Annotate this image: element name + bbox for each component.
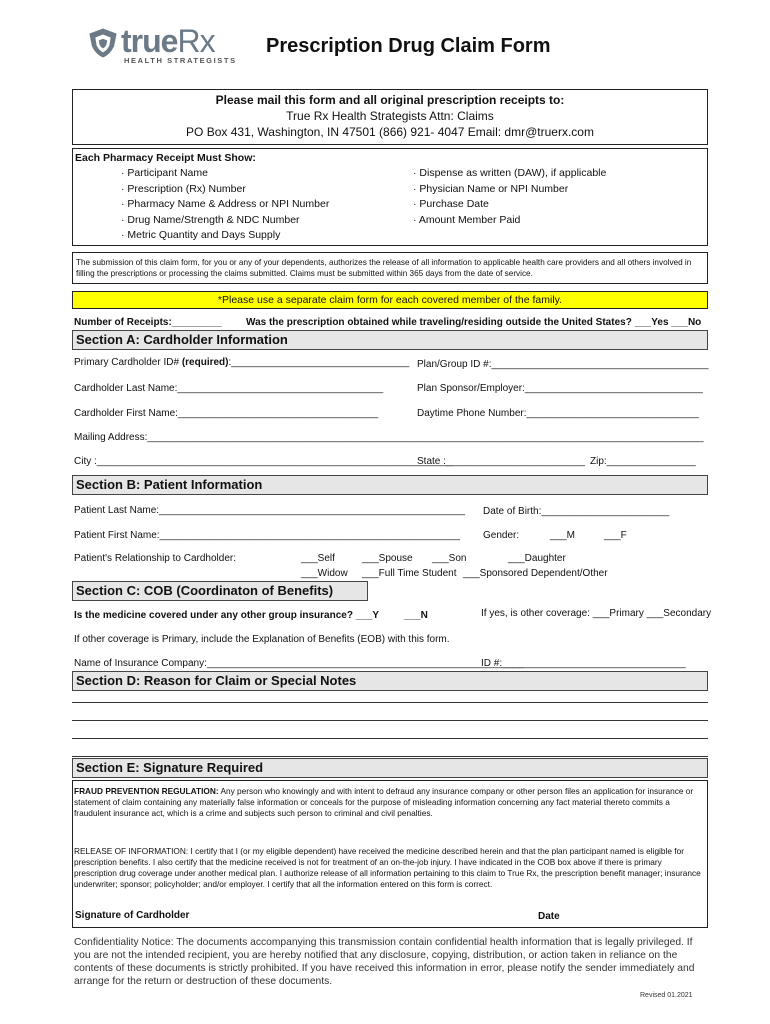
cardholder-first-name-field[interactable]: Cardholder First Name:____________________________________ xyxy=(74,408,379,419)
plan-sponsor-field[interactable]: Plan Sponsor/Employer:________________________________ xyxy=(417,383,703,394)
list-item: · Physician Name or NPI Number xyxy=(413,182,569,195)
mailing-address: PO Box 431, Washington, IN 47501 (866) 921- 4047 Email: dmr@truerx.com xyxy=(186,125,594,139)
insurance-company-field[interactable]: Name of Insurance Company:_________________________________________________________ xyxy=(74,658,524,669)
receipt-heading: Each Pharmacy Receipt Must Show: xyxy=(75,152,256,164)
logo-wordmark: trueRx xyxy=(121,23,215,59)
receipt-list-right xyxy=(413,166,606,228)
travel-question[interactable]: Was the prescription obtained while traveling/residing outside the United States? ___Yes ___No xyxy=(246,317,702,328)
section-b-header: Section B: Patient Information xyxy=(72,475,708,495)
cardholder-id-line: :________________________________ xyxy=(228,357,410,368)
logo-tagline: HEALTH STRATEGISTS xyxy=(124,56,237,65)
relationship-self-option[interactable]: ___Self xyxy=(301,553,335,564)
section-c-header: Section C: COB (Coordinaton of Benefits) xyxy=(72,581,368,601)
section-d-header: Section D: Reason for Claim or Special Notes xyxy=(72,671,708,691)
cardholder-id-field[interactable] xyxy=(74,357,409,368)
relationship-daughter-option[interactable]: ___Daughter xyxy=(508,553,566,564)
mailing-address-field[interactable]: Mailing Address:____________________________________________________________________________________________________ xyxy=(74,432,704,443)
relationship-widow-option[interactable]: ___Widow xyxy=(301,568,348,579)
number-of-receipts-field[interactable]: Number of Receipts:_________ xyxy=(74,317,222,328)
list-item: · Drug Name/Strength & NDC Number xyxy=(121,213,300,226)
city-field[interactable]: City :________________________________________________________________ xyxy=(74,456,453,467)
coverage-type-options[interactable]: If yes, is other coverage: ___Primary ___Secondary xyxy=(481,608,712,619)
mailing-heading: Please mail this form and all original prescription receipts to: xyxy=(215,93,565,107)
gender-female-option[interactable]: ___F xyxy=(604,530,627,541)
other-insurance-no-option[interactable]: ___N xyxy=(404,610,428,621)
patient-last-name-field[interactable]: Patient Last Name:_______________________________________________________ xyxy=(74,505,465,516)
required-marker: (required) xyxy=(181,357,229,368)
submission-authorization: The submission of this claim form, for you or any of your dependents, authorizes the release of all information to applicable health care providers and all others involved in filling the prescriptions or processing the claims submitted. Claims must be submitted within 365 days from the date of service. xyxy=(72,252,708,284)
receipt-list-left xyxy=(121,166,329,244)
relationship-sponsored-option[interactable]: ___Sponsored Dependent/Other xyxy=(463,568,608,579)
fraud-body: Any person who knowingly and with intent to defraud any insurance company or other person files an application for insurance or statement of claim containing any materially false information or conceals for the purpose of misleading information concerning any fact material thereto commits a fraudulent insurance act, which is a crime and subjects such person to criminal and civil penalties. xyxy=(74,786,694,818)
list-item: · Amount Member Paid xyxy=(413,213,521,226)
eob-note: If other coverage is Primary, include the Explanation of Benefits (EOB) with this form. xyxy=(74,634,450,645)
relationship-spouse-option[interactable]: ___Spouse xyxy=(362,553,413,564)
mailing-instructions xyxy=(72,89,708,145)
notes-line[interactable] xyxy=(72,720,708,721)
notes-line[interactable] xyxy=(72,756,708,757)
zip-field[interactable]: Zip:________________ xyxy=(590,456,696,467)
date-of-birth-field[interactable]: Date of Birth:_______________________ xyxy=(483,506,670,517)
other-insurance-yes-option[interactable]: Is the medicine covered under any other group insurance? ___Y xyxy=(74,610,380,621)
list-item: · Pharmacy Name & Address or NPI Number xyxy=(121,198,330,210)
form-title: Prescription Drug Claim Form xyxy=(266,35,551,57)
daytime-phone-field[interactable]: Daytime Phone Number:_______________________________ xyxy=(417,408,699,419)
relationship-student-option[interactable]: ___Full Time Student xyxy=(362,568,457,579)
section-e-header: Section E: Signature Required xyxy=(72,758,708,778)
cardholder-id-label: Primary Cardholder ID# xyxy=(74,357,182,368)
confidentiality-notice: Confidentiality Notice: The documents accompanying this transmission contain confidential health information that is legally privileged. If you are not the intended recipient, you are hereby notified that any disclosure, copying, distribution, or action taken in reliance on the contents of these documents is strictly prohibited. If you have received this information in error, please notify the sender immediately and arrange for the return or destruction of these documents. xyxy=(74,937,695,987)
revision-date: Revised 01.2021 xyxy=(640,992,693,999)
relationship-son-option[interactable]: ___Son xyxy=(432,553,467,564)
plan-group-id-field[interactable]: Plan/Group ID #:_______________________________________ xyxy=(417,359,709,370)
release-of-information-text: RELEASE OF INFORMATION: I certify that I (or my eligible dependent) have received the medicine described herein and that the plan participant named is eligible for prescription benefits. I also certify that the medicine received is not for treatment of an on-the-job injury. I have indicated in the COB box above if there is primary prescription drug coverage under another medical plan. I authorize release of all information pertaining to this claim to True Rx, the prescription benefit manager; insurance underwriter; sponsor; policyholder; and/or employer. I certify that all the information entered on this form is correct. xyxy=(74,846,701,889)
date-field[interactable]: Date xyxy=(538,911,560,922)
notes-line[interactable] xyxy=(72,738,708,739)
fraud-regulation-text xyxy=(74,786,706,819)
state-field[interactable]: State :_________________________ xyxy=(417,456,585,467)
signature-field[interactable]: Signature of Cardholder xyxy=(75,910,190,921)
list-item: · Purchase Date xyxy=(413,198,489,210)
fraud-heading: FRAUD PREVENTION REGULATION: xyxy=(74,786,219,796)
truerx-shield-logo-icon xyxy=(86,26,120,60)
gender-male-option[interactable]: ___M xyxy=(550,530,576,541)
list-item: · Dispense as written (DAW), if applicable xyxy=(413,167,607,179)
list-item: · Prescription (Rx) Number xyxy=(121,182,246,195)
list-item: · Metric Quantity and Days Supply xyxy=(121,229,281,241)
cardholder-last-name-field[interactable]: Cardholder Last Name:_____________________________________ xyxy=(74,383,384,394)
gender-label: Gender: xyxy=(483,530,520,541)
relationship-label: Patient's Relationship to Cardholder: xyxy=(74,553,237,564)
list-item: · Participant Name xyxy=(121,167,208,179)
mailing-attn: True Rx Health Strategists Attn: Claims xyxy=(286,109,494,123)
insurance-id-field[interactable]: ID #:_________________________________ xyxy=(481,658,686,669)
section-a-header: Section A: Cardholder Information xyxy=(72,330,708,350)
separate-form-notice: *Please use a separate claim form for each covered member of the family. xyxy=(72,291,708,309)
patient-first-name-field[interactable]: Patient First Name:______________________________________________________ xyxy=(74,530,460,541)
receipt-requirements xyxy=(72,148,708,246)
notes-line[interactable] xyxy=(72,702,708,703)
